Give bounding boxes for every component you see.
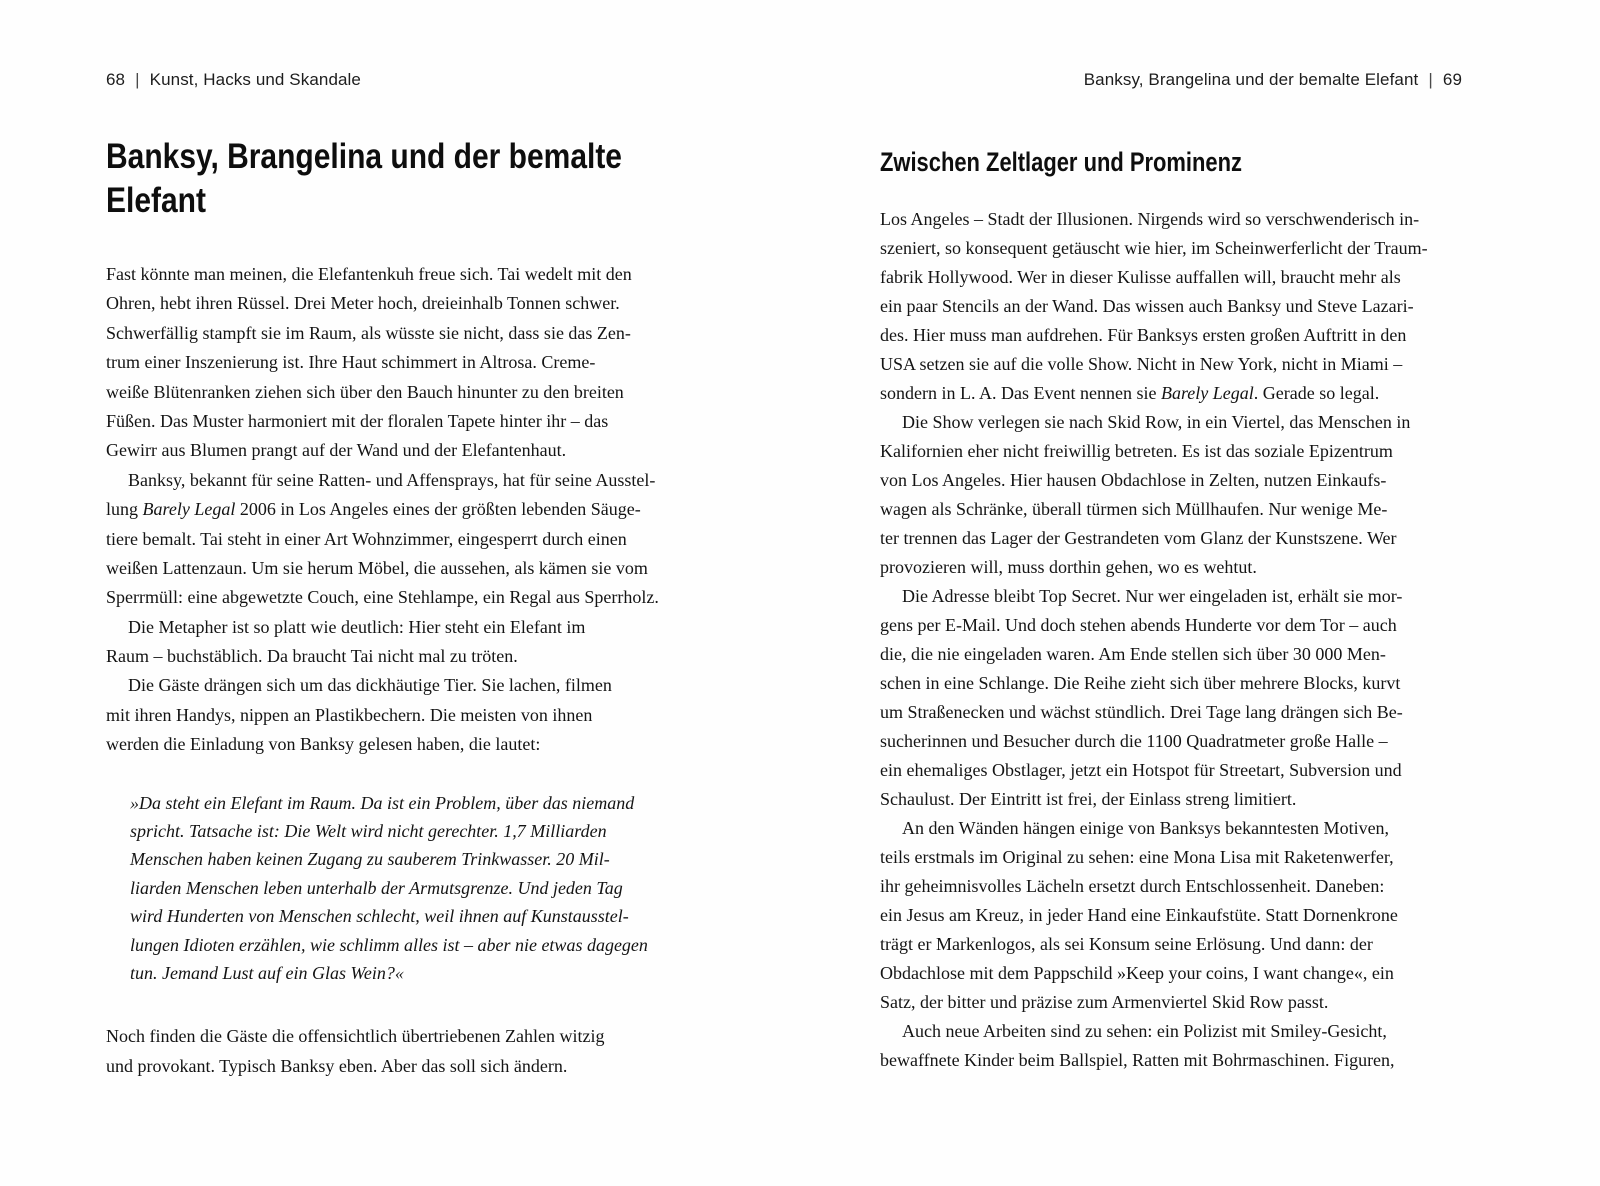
text-line: liarden Menschen leben unterhalb der Armutsgrenze. Und jeden Tag [130,877,623,898]
text-line: Menschen haben keinen Zugang zu sauberem Trinkwasser. 20 Mil- [130,849,610,870]
body-paragraph [880,814,1462,1017]
text-line: teils erstmals im Original zu sehen: eine Mona Lisa mit Raketenwerfer, [880,847,1394,867]
text-line: Die Adresse bleibt Top Secret. Nur wer eingeladen ist, erhält sie mor- [902,586,1403,606]
body-paragraph [106,260,688,466]
body-paragraph [880,205,1462,408]
body-paragraph [880,582,1462,814]
text-line: mit ihren Handys, nippen an Plastikbechern. Die meisten von ihnen [106,704,593,725]
running-header-right [880,69,1462,91]
text-line: des. Hier muss man aufdrehen. Für Banksys ersten großen Auftritt in den [880,325,1407,345]
text-line: An den Wänden hängen einige von Banksys bekanntesten Motiven, [902,818,1390,838]
running-section-title: Kunst, Hacks und Skandale [149,70,361,89]
text-line: Gewirr aus Blumen prangt auf der Wand und der Elefantenhaut. [106,440,567,461]
text-line: Schwerfällig stampft sie im Raum, als wüsste sie nicht, dass sie das Zen- [106,322,631,343]
text-line: Los Angeles – Stadt der Illusionen. Nirgends wird so verschwenderisch in- [880,209,1420,229]
text-line: provozieren will, muss dorthin gehen, wo es wehtut. [880,557,1257,577]
text-line: ein paar Stencils an der Wand. Das wissen auch Banksy und Steve Lazari- [880,296,1414,316]
text-line: sucherinnen und Besucher durch die 1100 Quadratmeter große Halle – [880,731,1388,751]
text-line: Fast könnte man meinen, die Elefantenkuh freue sich. Tai wedelt mit den [106,264,632,284]
text-line: Auch neue Arbeiten sind zu sehen: ein Polizist mit Smiley-Gesicht, [902,1021,1387,1041]
body-paragraph [106,466,688,613]
text-line: ter trennen das Lager der Gestrandeten vom Glanz der Kunstszene. Wer [880,528,1397,548]
chapter-title [106,135,708,223]
text-line: und provokant. Typisch Banksy eben. Aber das soll sich ändern. [106,1055,568,1076]
text-line: gens per E-Mail. Und doch stehen abends Hunderte vor dem Tor – auch [880,615,1397,635]
text-line: fabrik Hollywood. Wer in dieser Kulisse auffallen will, braucht mehr als [880,267,1401,287]
text-line: Füßen. Das Muster harmoniert mit der floralen Tapete hinter ihr – das [106,410,609,431]
running-header-left [106,69,688,91]
body-paragraph [106,1022,688,1081]
text-line: von Los Angeles. Hier hausen Obdachlose in Zelten, nutzen Einkaufs- [880,470,1387,490]
text-line: schen in eine Schlange. Die Reihe zieht sich über mehrere Blocks, kurvt [880,673,1401,693]
text-line: ein ehemaliges Obstlager, jetzt ein Hotspot für Streetart, Subversion und [880,760,1402,780]
body-paragraph [106,613,688,672]
text-line: Raum – buchstäblich. Da braucht Tai nicht mal zu tröten. [106,646,518,667]
text-line: bewaffnete Kinder beim Ballspiel, Ratten mit Bohrmaschinen. Figuren, [880,1050,1395,1070]
text-line: tiere bemalt. Tai steht in einer Art Wohnzimmer, eingesperrt durch einen [106,528,627,549]
text-line: Obdachlose mit dem Pappschild »Keep your coins, I want change«, ein [880,963,1394,983]
text-line: ihr geheimnisvolles Lächeln ersetzt durch Entschlossenheit. Daneben: [880,876,1385,896]
header-separator: | [135,70,140,89]
text-line: Ohren, hebt ihren Rüssel. Drei Meter hoch, dreieinhalb Tonnen schwer. [106,293,620,314]
body-paragraph [880,1017,1462,1075]
text-line: sondern in L. A. Das Event nennen sie Barely Legal. Gerade so legal. [880,383,1380,403]
block-quote [130,789,688,988]
page-number-left: 68 [106,70,126,89]
text-line: Die Gäste drängen sich um das dickhäutige Tier. Sie lachen, filmen [128,675,612,696]
text-line: wird Hunderten von Menschen schlecht, weil ihnen auf Kunstausstel- [130,906,629,927]
text-line: Die Show verlegen sie nach Skid Row, in ein Viertel, das Menschen in [902,412,1411,432]
text-line: die, die nie eingeladen waren. Am Ende stellen sich über 30 000 Men- [880,644,1386,664]
text-line: Sperrmüll: eine abgewetzte Couch, eine Stehlampe, ein Regal aus Sperrholz. [106,587,659,608]
text-line: tun. Jemand Lust auf ein Glas Wein?« [130,962,404,983]
body-column-right [880,205,1462,1075]
text-line: trum einer Inszenierung ist. Ihre Haut schimmert in Altrosa. Creme- [106,352,596,373]
text-line: weißen Lattenzaun. Um sie herum Möbel, die aussehen, als kämen sie vom [106,557,648,578]
section-heading [880,145,1326,179]
text-line: ein Jesus am Kreuz, in jeder Hand eine Einkaufstüte. Statt Dornenkrone [880,905,1398,925]
text-line: szeniert, so konsequent getäuscht wie hier, im Scheinwerferlicht der Traum- [880,238,1428,258]
text-line: wagen als Schränke, überall türmen sich Müllhaufen. Nur wenige Me- [880,499,1388,519]
body-paragraph [106,671,688,759]
body-paragraph [880,408,1462,582]
text-line: Kalifornien eher nicht freiwillig betreten. Es ist das soziale Epizentrum [880,441,1393,461]
text-line: werden die Einladung von Banksy gelesen haben, die lautet: [106,734,541,755]
text-line: lung Barely Legal 2006 in Los Angeles eines der größten lebenden Säuge- [106,499,641,520]
text-line: Banksy, bekannt für seine Ratten- und Affensprays, hat für seine Ausstel- [128,469,656,490]
text-line: Schaulust. Der Eintritt ist frei, der Einlass streng limitiert. [880,789,1297,809]
text-line: weiße Blütenranken ziehen sich über den Bauch hinunter zu den breiten [106,381,624,402]
body-column-left [106,260,688,1081]
text-line: lungen Idioten erzählen, wie schlimm alles ist – aber nie etwas dagegen [130,934,648,955]
text-line: um Straßenecken und wächst stündlich. Drei Tage lang drängen sich Be- [880,702,1403,722]
header-separator: | [1428,70,1433,89]
text-line: spricht. Tatsache ist: Die Welt wird nicht gerechter. 1,7 Milliarden [130,821,607,842]
section-heading-text: Zwischen Zeltlager und Prominenz [880,147,1242,177]
text-line: »Da steht ein Elefant im Raum. Da ist ein Problem, über das niemand [130,792,635,813]
chapter-title-line-2: Elefant [106,181,206,220]
page-number-right: 69 [1442,70,1462,89]
text-line: trägt er Markenlogos, als sei Konsum seine Erlösung. Und dann: der [880,934,1373,954]
running-chapter-title: Banksy, Brangelina und der bemalte Elefant [1083,70,1419,89]
text-line: Noch finden die Gäste die offensichtlich übertriebenen Zahlen witzig [106,1026,605,1047]
text-line: Satz, der bitter und präzise zum Armenviertel Skid Row passt. [880,992,1329,1012]
chapter-title-line-1: Banksy, Brangelina und der bemalte [106,137,622,176]
text-line: USA setzen sie auf die volle Show. Nicht in New York, nicht in Miami – [880,354,1403,374]
text-line: Die Metapher ist so platt wie deutlich: Hier steht ein Elefant im [128,616,586,637]
